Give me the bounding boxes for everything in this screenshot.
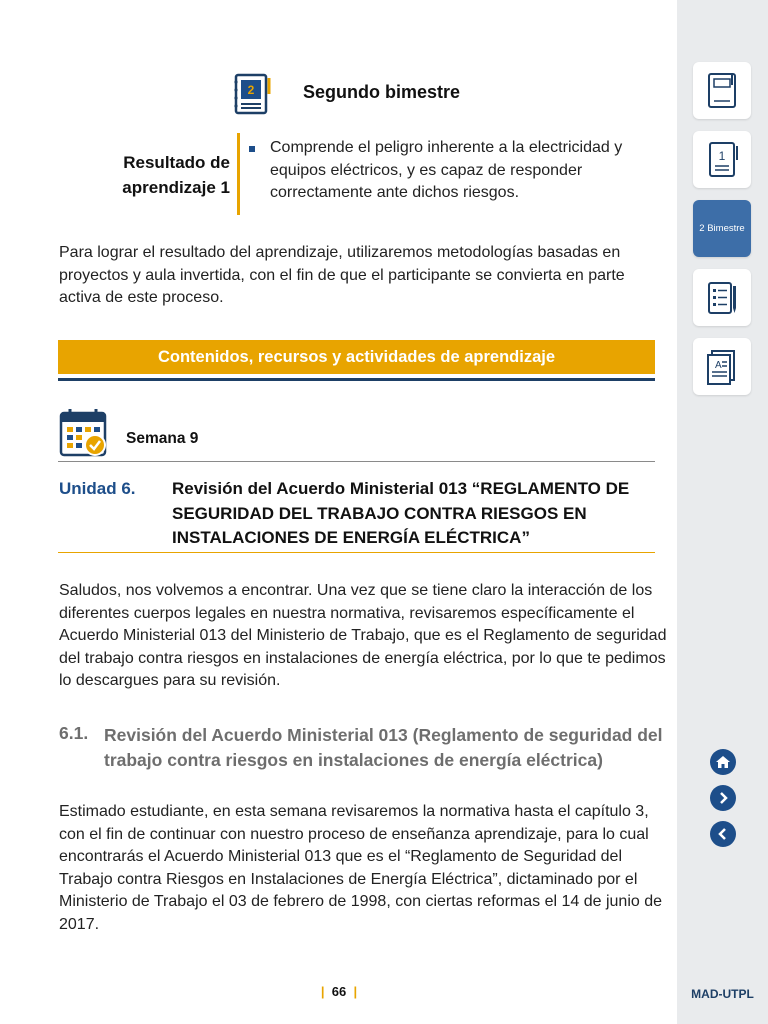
bullet-icon <box>249 146 255 152</box>
sidebar-item-book-info[interactable] <box>693 62 751 119</box>
back-icon <box>715 826 731 842</box>
page-number-right-bar: | <box>353 984 358 999</box>
calendar-icon <box>59 408 109 458</box>
banner-divider <box>58 378 655 381</box>
body-paragraph-2: Estimado estudiante, en esta semana revisaremos la normativa hasta el capítulo 3, con el fin de continuar con nuestro proceso de enseñanza aprendizaje, para lo cual encontrarás el Acuerdo Ministerial 013 que es el “Reglamento de Seguridad del Trabajo contra Riesgos en Instalaciones de Energía Eléctrica”, dictaminado por el Ministerio de Trabajo el 03 de febrero de 1998, con ciertas reformas el 14 de junio de 2017. <box>59 803 663 933</box>
page-number-value: 66 <box>331 984 347 999</box>
unit-number: Unidad 6. <box>59 479 136 498</box>
unit-title: Revisión del Acuerdo Ministerial 013 “REGLAMENTO DE SEGURIDAD DEL TRABAJO CONTRA RIESGOS EN INSTALACIONES DE ENERGÍA ELÉCTRICA” <box>172 479 630 547</box>
learning-result-divider <box>237 133 240 215</box>
home-button[interactable] <box>710 749 736 775</box>
learning-result-label-line1: Resultado de <box>123 153 230 172</box>
book-badge: 2 <box>247 83 255 97</box>
learning-result-label <box>80 150 230 200</box>
intro-paragraph: Para lograr el resultado del aprendizaje, utilizaremos metodologías basadas en proyectos y aula invertida, con el fin de que el participante se convierta en parte activa de este proceso. <box>59 244 625 306</box>
sidebar-item-second-bimester[interactable] <box>693 200 751 257</box>
sidebar-item-label: 2 Bimestre <box>699 223 745 234</box>
page-number-left-bar: | <box>320 984 325 999</box>
second-bimester-book-icon <box>230 72 276 118</box>
learning-result-label-line2: aprendizaje 1 <box>122 178 230 197</box>
glossary-icon <box>704 347 740 387</box>
home-icon <box>715 754 731 770</box>
book-info-icon <box>704 71 740 111</box>
section-title: Revisión del Acuerdo Ministerial 013 (Reglamento de seguridad del trabajo contra riesgos en instalaciones de energía eléctrica) <box>104 725 663 770</box>
section-banner: Contenidos, recursos y actividades de aprendizaje <box>58 340 655 374</box>
next-icon <box>715 790 731 806</box>
page-title: Segundo bimestre <box>303 82 461 102</box>
sidebar-item-checklist[interactable] <box>693 269 751 326</box>
sidebar-item-first-bimester[interactable] <box>693 131 751 188</box>
page-number <box>312 984 366 999</box>
checklist-icon <box>704 278 740 318</box>
body-paragraph-1: Saludos, nos volvemos a encontrar. Una vez que se tiene claro la interacción de los diferentes cuerpos legales en nuestra normativa, revisaremos específicamente el Acuerdo Ministerial 013 del Ministerio de Trabajo, que es el Reglamento de seguridad del trabajo contra riesgos en instalaciones de energía eléctrica, por lo que te pedimos lo descargues para su revisión. <box>59 582 667 689</box>
brand-label: MAD-UTPL <box>691 987 754 1001</box>
week-divider <box>58 461 655 462</box>
first-bimester-icon <box>704 140 740 180</box>
week-label: Semana 9 <box>126 430 199 447</box>
sidebar-item-glossary[interactable] <box>693 338 751 395</box>
first-bimester-badge: 1 <box>718 148 726 163</box>
unit-divider <box>58 552 655 553</box>
section-number: 6.1. <box>59 723 89 743</box>
previous-page-button[interactable] <box>710 821 736 847</box>
next-page-button[interactable] <box>710 785 736 811</box>
learning-result-text: Comprende el peligro inherente a la electricidad y equipos eléctricos, y es capaz de responder correctamente ante dichos riesgos. <box>270 139 623 201</box>
svg-text:A: A <box>715 359 722 371</box>
